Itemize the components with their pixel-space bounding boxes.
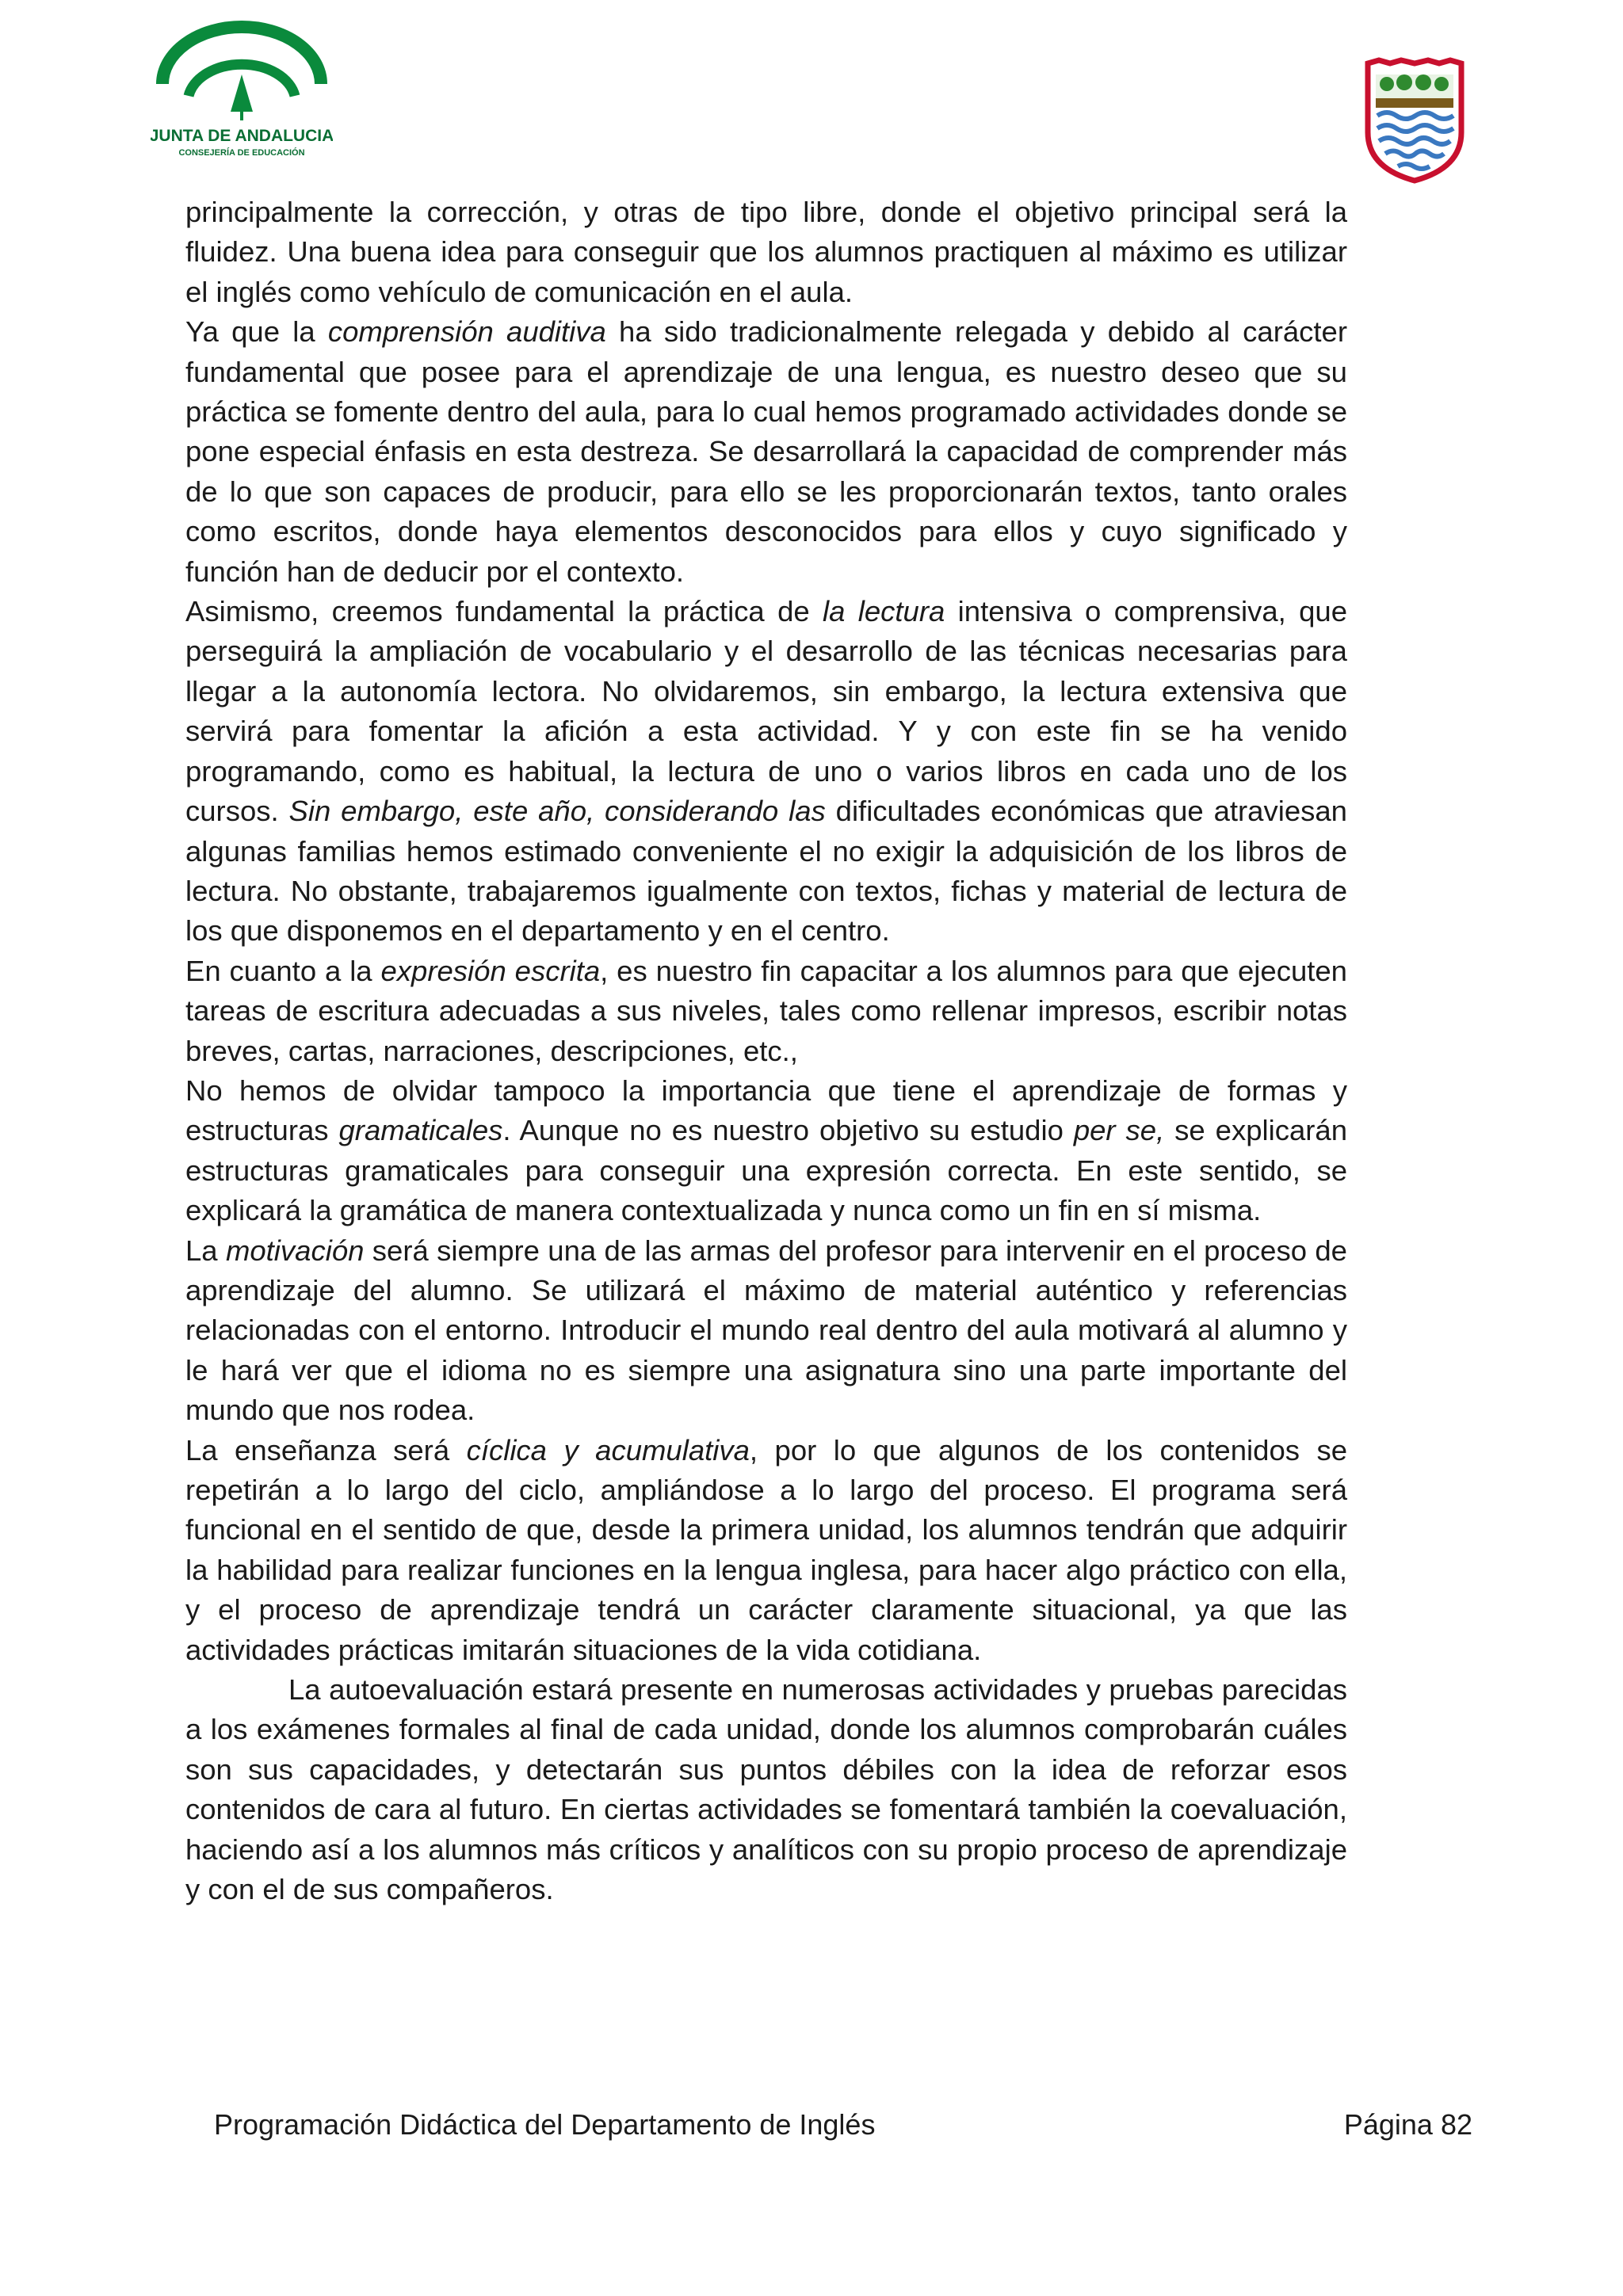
emphasis-motivacion: motivación (225, 1234, 365, 1267)
emphasis-ciclica-acumulativa: cíclica y acumulativa (466, 1433, 750, 1466)
emphasis-sin-embargo: Sin embargo, este año, considerando las (288, 795, 826, 828)
text-run: La enseñanza será (185, 1433, 467, 1466)
junta-logo-subtitle: CONSEJERÍA DE EDUCACIÓN (178, 148, 305, 158)
text-run: . Aunque no es nuestro objetivo su estudio (502, 1114, 1074, 1147)
text-run: Ya que la (185, 315, 328, 349)
document-body (185, 193, 1347, 1909)
junta-logo-graphic (151, 21, 333, 163)
emphasis-la-lectura: la lectura (823, 595, 945, 628)
text-run: ha sido tradicionalmente relegada y debido al carácter fundamental que posee para el aprendizaje de una lengua, es nuestro deseo que su práctica se fomente dentro del aula, para lo cual hemos programado actividades donde se pone especial énfasis en esta destreza. Se desarrollará la capacidad de comprender más de lo que son capaces de producir, para ello se les proporcionarán textos, tanto orales como escritos, donde haya elementos desconocidos para ellos y cuyo significado y función han de deducir por el contexto. (185, 315, 1347, 588)
text-run: se explicarán estructuras gramaticales para conseguir una expresión correcta. En este sentido, se explicará la gramática de manera contextualizada y nunca como un fin en sí misma. (185, 1114, 1348, 1227)
text-run: dificultades económicas que atraviesan algunas familias hemos estimado conveniente el no exigir la adquisición de los libros de lectura. No obstante, trabajaremos igualmente con textos, fichas y material de lectura de los que disponemos en el departamento y en el centro. (185, 795, 1347, 948)
school-crest-icon (1363, 57, 1466, 184)
text-run: En cuanto a la (185, 954, 381, 987)
junta-de-andalucia-logo (151, 21, 333, 163)
emphasis-comprension-auditiva: comprensión auditiva (327, 315, 606, 349)
emphasis-per-se: per se, (1073, 1114, 1165, 1147)
text-run: intensiva o comprensiva, que perseguirá la ampliación de vocabulario y el desarrollo de las técnicas necesarias para llegar a la autonomía lectora. No olvidaremos, sin embargo, la lectura extensiva que servirá para fomentar la afición a esta actividad. Y y con este fin se ha venido programando, como es habitual, la lectura de uno o varios libros en cada uno de los cursos. (185, 595, 1347, 828)
school-crest-graphic (1363, 57, 1466, 184)
emphasis-expresion-escrita: expresión escrita (380, 954, 601, 987)
footer-page-number: Página 82 (1343, 2108, 1472, 2141)
text-run: será siempre una de las armas del profesor para intervenir en el proceso de aprendizaje del alumno. Se utilizará el máximo de material auténtico y referencias relacionadas con el entorno. Introducir el mundo real dentro del aula motivará al alumno y le hará ver que el idioma no es siempre una asignatura sino una parte importante del mundo que nos rodea. (185, 1234, 1347, 1427)
paragraph-lectura (185, 592, 1347, 952)
text-run: No hemos de olvidar tampoco la importancia que tiene el aprendizaje de formas y estructuras (185, 1074, 1347, 1147)
paragraph-autoevaluacion: La autoevaluación estará presente en numerosas actividades y pruebas parecidas a los exámenes formales al final de cada unidad, donde los alumnos comprobarán cuáles son sus capacidades, y detectarán sus puntos débiles con la idea de reforzar esos contenidos de cara al futuro. En ciertas actividades se fomentará también la coevaluación, haciendo así a los alumnos más críticos y analíticos con su propio proceso de aprendizaje y con el de sus compañeros. (185, 1673, 1347, 1906)
text-run: , es nuestro fin capacitar a los alumnos para que ejecuten tareas de escritura adecuadas a sus niveles, tales como rellenar impresos, escribir notas breves, cartas, narraciones, descripciones, etc., (185, 954, 1347, 1067)
emphasis-gramaticales: gramaticales (338, 1114, 503, 1147)
paragraph-expresion-escrita (185, 952, 1347, 1071)
paragraph-ciclica (185, 1431, 1347, 1670)
paragraph-comprension-auditiva (185, 312, 1347, 592)
text-run: , por lo que algunos de los contenidos se repetirán a lo largo del ciclo, ampliándose a lo largo del proceso. El programa será funcional en el sentido de que, desde la primera unidad, los alumnos tendrán que adquirir la habilidad para realizar funciones en la lengua inglesa, para hacer algo práctico con ella, y el proceso de aprendizaje tendrá un carácter claramente situacional, ya que las actividades prácticas imitarán situaciones de la vida cotidiana. (185, 1433, 1348, 1666)
text-run: La (185, 1234, 226, 1267)
footer-document-title: Programación Didáctica del Departamento de Inglés (214, 2108, 876, 2141)
text-run: Asimismo, creemos fundamental la práctica de (185, 595, 823, 628)
paragraph-gramaticales (185, 1071, 1347, 1231)
paragraph-motivacion (185, 1231, 1347, 1431)
junta-logo-name: JUNTA DE ANDALUCIA (151, 127, 333, 145)
paragraph-1: principalmente la corrección, y otras de tipo libre, donde el objetivo principal será la fluidez. Una buena idea para conseguir que los alumnos practiquen al máximo es utilizar el inglés como vehículo de comunicación en el aula. (185, 196, 1347, 308)
